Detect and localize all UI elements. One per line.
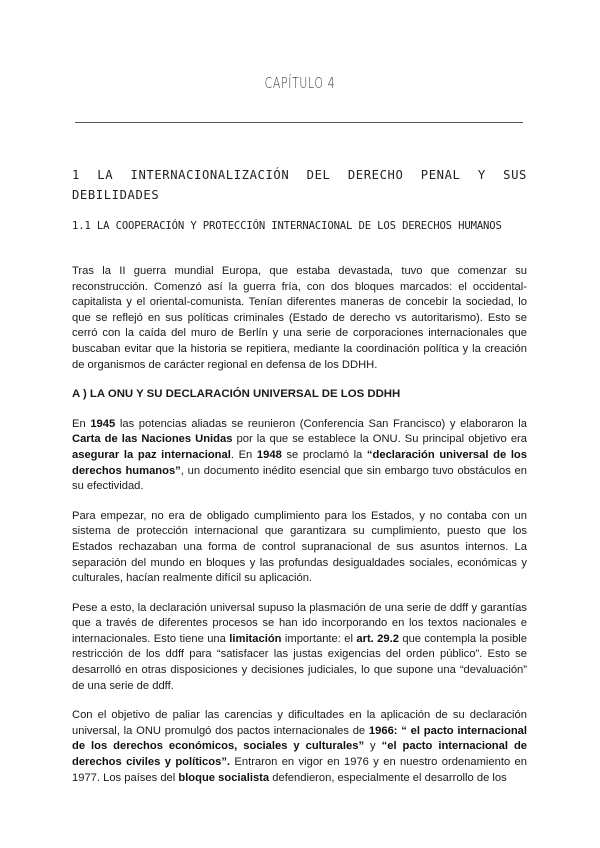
bold-run: “el pacto internacional de derechos civiles y políticos”. xyxy=(72,740,528,769)
bold-run: art. 29.2 xyxy=(356,632,399,645)
bold-run: “declaración universal de los derechos humanos” xyxy=(72,448,527,477)
bold-run: 1948 xyxy=(256,448,282,461)
bold-run: bloque socialista xyxy=(178,771,270,784)
text-run: que contempla la posible restricción de los ddff para “satisfacer las justas exigencias del orden público”. Esto se desarrolló en otras disposiciones y decisiones judiciales, lo que supone una “devaluación” de una serie de ddff. xyxy=(72,632,528,692)
text-run: En xyxy=(72,417,91,430)
text-run: Pese a esto, la declaración universal supuso la plasmación de una serie de ddff y garantías que a través de diferentes procesos se han ido incorporando en los textos nacionales e internacionales. Esto tiene una xyxy=(72,601,527,645)
text-run: y xyxy=(364,740,382,753)
chapter-title: CAPÍTULO 4 xyxy=(264,74,336,92)
paragraph-pacts xyxy=(72,708,527,786)
horizontal-rule xyxy=(75,122,523,123)
text-run: por la que se establece la ONU. Su principal objetivo era xyxy=(232,433,527,446)
paragraph-declaration xyxy=(72,601,527,695)
bold-run: 1945 xyxy=(90,417,116,430)
text-run: . En xyxy=(230,448,257,461)
section-heading: 1 LA INTERNACIONALIZACIÓN DEL DERECHO PENAL Y SUS DEBILIDADES xyxy=(72,168,527,202)
text-run: Entraron en vigor en 1976 y en nuestro ordenamiento en 1977. Los países del xyxy=(72,756,527,784)
text-run: , un documento inédito esencial que sin embargo tuvo obstáculos en su efectividad. xyxy=(72,464,528,493)
intro-paragraph: Tras la II guerra mundial Europa, que estaba devastada, tuvo que comenzar su reconstrucción. Comenzó así la guerra fría, con dos bloques marcados: el occidental-capitalista y el oriental-comunista. Tenían diferentes maneras de concebir la sociedad, lo que se reflejó en sus políticas criminales (Estado de derecho vs autoritarismo). Esto se cerró con la caída del muro de Berlín y una serie de corporaciones internacionales que buscaban evitar que la historia se repitiera, mediante la coordinación política y la creación de organismos de carácter regional en defensa de los DDHH. xyxy=(72,265,527,371)
body-text xyxy=(72,264,527,800)
bold-run: limitación xyxy=(229,632,282,645)
text-run: importante: el xyxy=(281,632,357,645)
paragraph-limitations: Para empezar, no era de obligado cumplimiento para los Estados, y no contaba con un sistema de protección internacional que garantizara su cumplimiento, puesto que los Estados rechazaban una forma de control supranacional de sus asuntos internos. La separación del mundo en bloques y las profundas desigualdades sociales, económicas y culturales, hacían realmente difícil su aplicación. xyxy=(72,509,527,585)
section-a-title: A ) LA ONU Y SU DECLARACIÓN UNIVERSAL DE LOS DDHH xyxy=(72,388,401,401)
text-run: defendieron, especialmente el desarrollo de los xyxy=(269,771,507,784)
paragraph-onu xyxy=(72,417,527,495)
subsection-heading: 1.1 LA COOPERACIÓN Y PROTECCIÓN INTERNACIONAL DE LOS DERECHOS HUMANOS xyxy=(72,220,502,232)
text-run: Con el objetivo de paliar las carencias y dificultades en la aplicación de su declaración universal, la ONU promulgó dos pactos internacionales de xyxy=(72,709,527,737)
text-run: las potencias aliadas se reunieron (Conferencia San Francisco) y elaboraron la xyxy=(115,417,527,430)
bold-run: 1966: “ el pacto internacional de los derechos económicos, sociales y culturales” xyxy=(72,724,527,753)
bold-run: Carta de las Naciones Unidas xyxy=(72,433,233,446)
text-run: se proclamó la xyxy=(281,448,367,461)
bold-run: asegurar la paz internacional xyxy=(72,448,231,461)
